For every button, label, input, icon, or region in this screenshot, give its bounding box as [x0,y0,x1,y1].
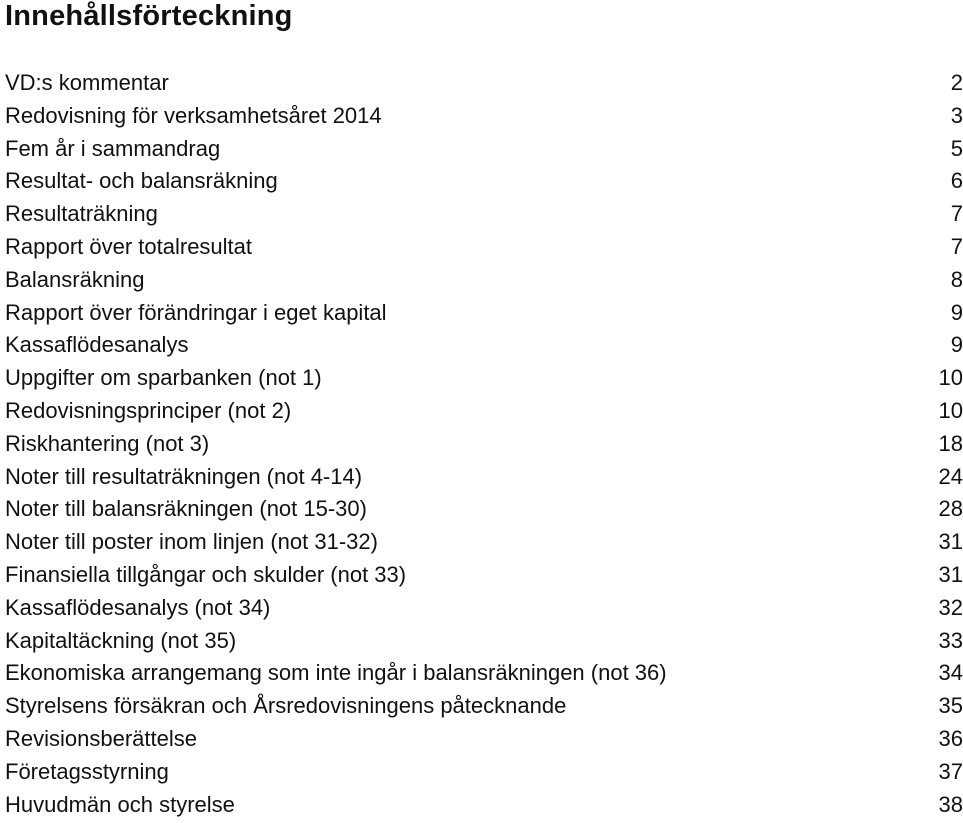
toc-entry-page-number: 35 [938,693,963,719]
toc-entry-label: Styrelsens försäkran och Årsredovisningens påtecknande [5,693,567,719]
toc-entry-label: VD:s kommentar [5,70,169,95]
toc-entry-label: Företagsstyrning [5,758,169,784]
toc-entry [5,461,963,494]
toc-entry [5,625,963,658]
toc-entry [5,100,963,133]
toc-entry-label: Noter till resultaträkningen (not 4-14) [5,463,363,489]
toc-entry-label: Kassaflödesanalys [5,332,189,358]
toc-entry-page-number: 7 [950,233,963,259]
toc-entry-page-number: 8 [950,266,963,292]
toc-entry [5,559,963,592]
toc-entry [5,756,963,789]
toc-entry [5,493,963,526]
toc-entry [5,592,963,625]
toc-entry-label: Balansräkning [5,266,145,292]
toc-entry [5,526,963,559]
toc-entry-page-number: 36 [938,725,963,751]
toc-entry-label: Noter till poster inom linjen (not 31-32) [5,529,378,555]
toc-entry-page-number: 34 [938,660,963,686]
page-title: Innehållsförteckning [5,0,293,32]
toc-entry [5,297,963,330]
toc-entry [5,690,963,723]
toc-entry-page-number: 2 [950,70,963,95]
toc-entry-label: Resultat- och balansräkning [5,168,278,194]
toc-entry-page-number: 3 [950,102,963,128]
toc-entry [5,362,963,395]
toc-entry-page-number: 37 [938,758,963,784]
toc-entry-label: Huvudmän och styrelse [5,791,235,817]
toc-entry [5,198,963,231]
toc-entry [5,165,963,198]
toc-entry-label: Redovisningsprinciper (not 2) [5,397,292,423]
toc-entry-page-number: 31 [938,529,963,555]
toc-entry-page-number: 6 [950,168,963,194]
toc-entry-page-number: 24 [938,463,963,489]
toc-entry [5,67,963,100]
toc-list [5,67,963,821]
toc-entry-label: Resultaträkning [5,201,158,227]
toc-entry-label: Rapport över förändringar i eget kapital [5,299,387,325]
toc-entry-label: Noter till balansräkningen (not 15-30) [5,496,367,522]
toc-entry-label: Rapport över totalresultat [5,233,253,259]
toc-entry-label: Fem år i sammandrag [5,135,221,161]
toc-entry-label: Redovisning för verksamhetsåret 2014 [5,102,382,128]
toc-entry-page-number: 18 [938,430,963,456]
toc-entry [5,395,963,428]
toc-entry [5,231,963,264]
toc-entry [5,657,963,690]
toc-entry [5,723,963,756]
toc-entry-label: Uppgifter om sparbanken (not 1) [5,365,322,391]
toc-entry-page-number: 5 [950,135,963,161]
toc-entry-label: Kassaflödesanalys (not 34) [5,594,271,620]
toc-entry-page-number: 10 [938,397,963,423]
toc-entry-page-number: 9 [950,299,963,325]
toc-entry-label: Revisionsberättelse [5,725,197,751]
toc-entry [5,329,963,362]
toc-entry-page-number: 33 [938,627,963,653]
toc-entry-label: Finansiella tillgångar och skulder (not 33) [5,561,407,587]
toc-entry-page-number: 32 [938,594,963,620]
toc-entry-page-number: 28 [938,496,963,522]
toc-entry-label: Ekonomiska arrangemang som inte ingår i balansräkningen (not 36) [5,660,667,686]
toc-entry-page-number: 38 [938,791,963,817]
toc-entry-page-number: 7 [950,201,963,227]
toc-entry-label: Riskhantering (not 3) [5,430,210,456]
toc-entry-page-number: 10 [938,365,963,391]
toc-entry [5,264,963,297]
toc-entry [5,133,963,166]
toc-entry-page-number: 31 [938,561,963,587]
toc-entry [5,789,963,822]
toc-entry-label: Kapitaltäckning (not 35) [5,627,237,653]
toc-entry [5,428,963,461]
toc-entry-page-number: 9 [950,332,963,358]
